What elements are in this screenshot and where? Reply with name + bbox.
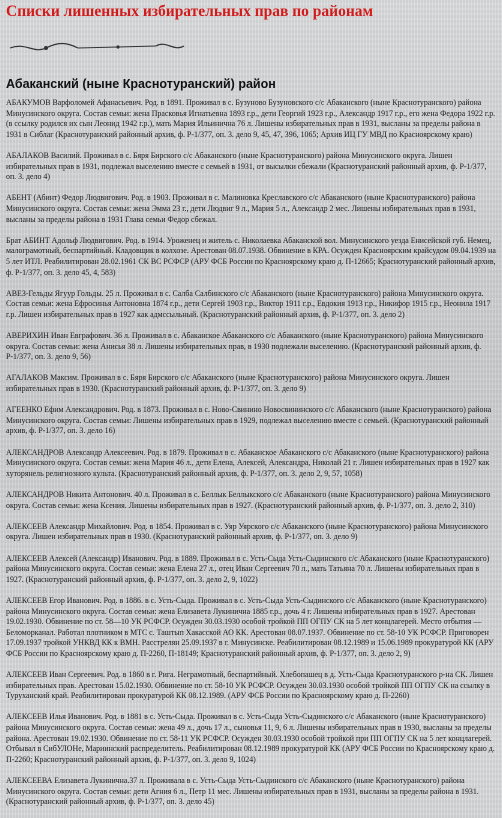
list-item: АБЕНТ (Абинт) Федор Людвигович. Род. в 1903. Проживал в с. Малиновка Креславского с/с Абаканского (ныне Краснотуранского) района Минусинского округа. Состав семьи: жена Эмма 23 г., дети Людвиг 9 л., Мария 5 л., Александр 2 мес. Лишены избирательных прав в 1931, высланы за пределы района в 1931 Глава семьи Федор сбежал. <box>6 193 476 224</box>
list-item: АЛЕКСЕЕВ Александр Михайлович. Род. в 1854. Проживал в с. Уяр Уярского с/с Абаканского (ныне Краснотуранского) района Минусинского округа. Лишен избирательных прав в 1930. (Краснотуранский районный архив, ф. Р-1/377, оп. 3. дело 9) <box>6 521 488 542</box>
list-item: АГАЛАКОВ Максим. Проживал в с. Бяря Бирского с/с Абаканского (ныне Краснотуранского) района Минусинского округа. Лишен избирательных прав в 1930. (Краснотуранский районный архив, ф. Р-1/377, оп. 3. дело 9) <box>6 373 450 394</box>
list-item: Брат АБИНТ Адольф Людвигович. Род. в 1914. Уроженец и житель с. Николаевка Абаканской вол. Минусинского уезда Енисейской губ. Немец, малограмотный, беспартийный. Кладовщик в колхозе. Арестован 08.07.1938. Обвинение в КРА. Осужден Красноярским крайсудом 09.04.1939 на 5 лет ИТЛ. Реабилитирован 28.02.1961 СК ВС РСФСР (АРУ ФСБ России по Красноярскому краю д. П-12665; Краснотуранский районный архив, ф. Р-1/377, оп. 3. дело 45, 4, 583) <box>6 235 496 277</box>
page-title: Списки лишенных избирательных прав по районам <box>6 3 374 20</box>
list-item: АВЕЗ-Гельды Ягуур Гольды. 25 л. Проживал в с. Салба Салбинского с/с Абаканского (ныне Краснотуранского) района Минусинского округа. Состав семьи: жена Ефросинья Антоновна 1874 г.р., дети Сергей 1903 г.р., Виктор 1911 г.р., Евдокия 1913 г.р., Никифор 1915 г.р., Неонила 1917 г.р. Лишен избирательных прав в 1927 как адмссыльный. (Краснотуранский районный архив, ф. Р-1/377, оп. 3. дело 2) <box>6 288 491 319</box>
list-item: АБАКУМОВ Варфоломей Афанасьевич. Род. в 1891. Проживал в с. Бузуново Бузуновского с/с Абаканского (ныне Краснотуранского) района Минусинского округа. Состав семьи: жена Прасковья Игнатьевна 1893 г.р., дети Георгий 1923 г.р., Александр 1917 г.р., его жена Федора 1922 г.р. (в ссылку родился их сын Леонид 1942 г.р.), мать Мария Ильинична 76 л. Лишены избирательных прав в 1931, высланы за пределы района в 1931 в Сиблаг (Краснотуранский районный архив, ф. Р-1/377, оп. 3. дело 9, 45, 47, 396, 1065; Архив ИЦ ГУ МВД по Красноярскому краю) <box>6 98 496 139</box>
list-item: АВЕРИХИН Иван Евграфович. 36 л. Проживал в с. Абаканское Абаканского с/с Абаканского (ныне Краснотуранского) района Минусинского округа. Состав семьи: жена Анисья 38 л. Лишены избирательных прав, в 1930 подлежали выселению. (Краснотуранский районный архив, ф. Р-1/377, оп. 3. дело 9, 56) <box>6 331 484 362</box>
list-item: АЛЕКСЕЕВ Алексей (Александр) Иванович. Род. в 1889. Проживал в с. Усть-Сыда Усть-Сыдинского с/с Абаканского (ныне Краснотуранского) района Минусинского округа. Состав семьи: жена Елена 27 л., отец Иван Сергеевич 70 л., мать Татьяна 70 л. Лишены избирательных прав в 1927. (Краснотуранский районный архив, ф. Р-1/377, оп. 3. дело 2, 9, 1022) <box>6 553 490 584</box>
list-item: АЛЕКСЕЕВ Иван Сергеевич. Род. в 1860 в г. Рига. Неграмотный, беспартийный. Хлебопашец в д. Усть-Сыда Краснотуранского р-на СК. Лишен избирательных прав. Арестован 15.02.1930. Обвинение по ст. 58-10 УК РСФСР. Осужден 30.03.1930 особой тройкой ПП ОГПУ СК на ссылку в Туруханский край. Реабилитирован прокуратурой КК 08.12.1989. (АРУ ФСБ России по Красноярскому краю д. П-2260) <box>6 670 493 701</box>
section-title: Абаканский (ныне Краснотуранский) район <box>6 77 276 91</box>
list-item: АГЕЕНКО Ефим Александрович. Род. в 1873. Проживал в с. Ново-Свинино Новосвининского с/с Абаканского (ныне Краснотуранского) района Минусинского округа. Состав семьи: Лишены избирательных прав в 1929, подлежал выселению вместе с семьей. (Краснотуранский районный архив, ф. Р-1/377, оп. 3. дело 16) <box>6 405 492 436</box>
list-item: АБАЛАКОВ Василий. Проживал в с. Бяря Бирского с/с Абаканского (ныне Краснотуранского) района Минусинского округа. Лишен избирательных прав в 1931, подлежал выселению вместе с семьей в 1931, от высылки сбежали (Краснотуранский районный архив, ф. Р-1/377, оп. 3. дело 4) <box>6 150 487 182</box>
list-item: АЛЕКСАНДРОВ Александр Алексеевич. Род. в 1879. Проживал в с. Абаканское Абаканского с/с Абаканского (ныне Краснотуранского) района Минусинского округа. Состав семьи: жена Мария 46 л., дети Елена, Алексей, Александра, Николай 21 г. Лишен избирательных прав в 1927 как хуторянель религиозного культа. (Краснотуранский районный архив, ф. Р-1/377, оп. 3. дело 2, 9, 57, 1058) <box>6 447 490 478</box>
list-item: АЛЕКСЕЕВ Егор Иванович. Род. в 1886. в с. Усть-Сыда. Проживал в с. Усть-Сыда Усть-Сыдинского с/с Абаканского (ныне Краснотуранского) района Минусинского округа. Состав семьи: жена Елизавета Лукинична 1885 г.р., дочь 4 г. Лишены избирательных прав в 1927. Арестован 19.02.1930. Обвинение по ст. 58—10 УК РСФСР. Осужден 30.03.1930 особой тройкой ПП ОГПУ СК на 5 лет концлагерей. Место отбытия — Беломорканал. Работал плотником в МТС с. Таштып Хакасской АО КК. Арестован 08.07.1937. Обвинение по ст. 58-10 УК РСФСР. Приговорен 17.09.1937 тройкой УНКВД КК к ВМН. Расстрелян 25.09.1937 в г. Минусинске. Реабилитирован 08.12.1989 и 15.06.1989 прокуратурой КК (АРУ ФСБ России по Красноярскому краю д. П-2260, П-18149; Краснотуранский районный архив, ф. Р-1/377, оп. 3. дело 2, 9) <box>6 595 494 658</box>
list-item: АЛЕКСАНДРОВ Никита Антонович. 40 л. Проживал в с. Беллык Беллыкского с/с Абаканского (ныне Краснотуранского) района Минусинского округа. Состав семьи: жена Ксения. Лишены избирательных прав в 1927. (Краснотуранский районный архив, ф. Р-1/377, оп. 3. дело 2, 310) <box>6 489 491 510</box>
decorative-divider <box>6 34 206 68</box>
list-item: АЛЕКСЕЕВА Елизавета Лукинична.37 л. Проживала в с. Усть-Сыда Усть-Сыдинского с/с Абаканского (ныне Краснотуранского) района Минусинского округа. Состав семьи: дети Агния 6 л., Петр 11 мес. Лишены избирательных прав в 1931, высланы за пределы района в 1931. (Краснотуранский районный архив, ф. Р-1/377, оп. 3. дело 45) <box>6 776 479 807</box>
list-item: АЛЕКСЕЕВ Илья Иванович. Род. в 1881 в с. Усть-Сыда. Проживал в с. Усть-Сыда Усть-Сыдинского с/с Абаканского (ныне Краснотуранского) района Минусинского округа. Состав семьи: жена 49 л., дочь 17 л., сыновья 11, 9, 6 л. Лишены избирательных прав в 1930, высланы за пределы района. Арестован 19.02.1930. Обвинение по ст. 58-11 УК РСФСР. Осужден 30.03.1930 особой тройкой при ПП ОГПУ СК на 5 лет концлагерей. Отбывал в СибУЛОНе, Мариинский распределитель. Реабилитирован 08.12.1989 прокуратурой КК (АРУ ФСБ России по Красноярскому краю д. П-2260; Краснотуранский районный архив, ф. Р-1/377, оп. 3. дело 9, 1024) <box>6 712 495 764</box>
entries-list <box>6 98 498 818</box>
